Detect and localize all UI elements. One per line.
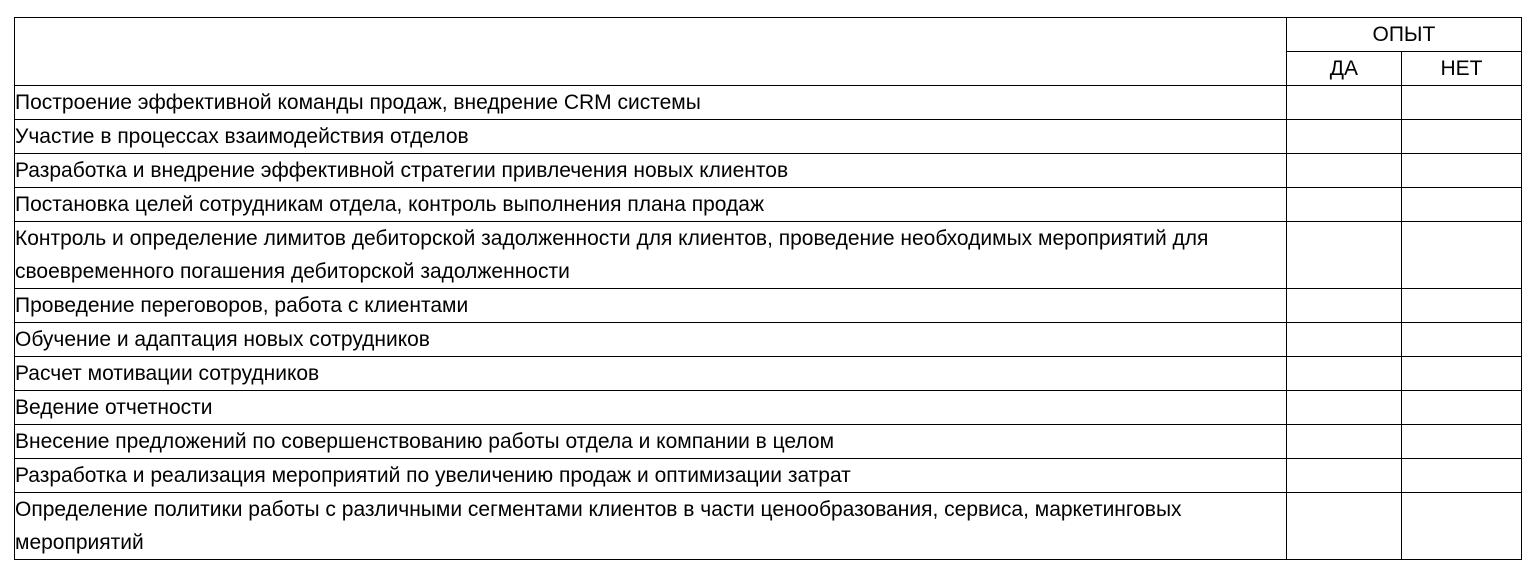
task-text: Постановка целей сотрудникам отдела, контроль выполнения плана продаж [15, 188, 1287, 222]
yes-cell[interactable] [1286, 188, 1401, 222]
no-cell[interactable] [1401, 289, 1521, 323]
task-text: Участие в процессах взаимодействия отделов [15, 120, 1287, 154]
yes-cell[interactable] [1286, 323, 1401, 357]
table-row [15, 357, 1522, 391]
yes-cell[interactable] [1286, 154, 1401, 188]
no-cell[interactable] [1401, 222, 1521, 289]
table-row [15, 289, 1522, 323]
yes-cell[interactable] [1286, 222, 1401, 289]
no-cell[interactable] [1401, 459, 1521, 493]
no-cell[interactable] [1401, 323, 1521, 357]
table-row [15, 323, 1522, 357]
header-blank-cell [15, 18, 1287, 86]
table-row [15, 222, 1522, 289]
yes-cell[interactable] [1286, 459, 1401, 493]
no-cell[interactable] [1401, 86, 1521, 120]
yes-cell[interactable] [1286, 425, 1401, 459]
task-text: Расчет мотивации сотрудников [15, 357, 1287, 391]
task-text: Разработка и внедрение эффективной стратегии привлечения новых клиентов [15, 154, 1287, 188]
task-text: Проведение переговоров, работа с клиентами [15, 289, 1287, 323]
yes-cell[interactable] [1286, 391, 1401, 425]
no-cell[interactable] [1401, 357, 1521, 391]
task-text: Обучение и адаптация новых сотрудников [15, 323, 1287, 357]
experience-table [14, 17, 1522, 560]
no-cell[interactable] [1401, 154, 1521, 188]
yes-cell[interactable] [1286, 357, 1401, 391]
table-row [15, 425, 1522, 459]
table-row [15, 391, 1522, 425]
header-row-group [15, 18, 1522, 52]
no-cell[interactable] [1401, 425, 1521, 459]
table-row [15, 154, 1522, 188]
yes-cell[interactable] [1286, 289, 1401, 323]
task-text: Внесение предложений по совершенствованию работы отдела и компании в целом [15, 425, 1287, 459]
no-cell[interactable] [1401, 120, 1521, 154]
yes-cell[interactable] [1286, 86, 1401, 120]
table-row [15, 86, 1522, 120]
task-text: Построение эффективной команды продаж, внедрение CRM системы [15, 86, 1287, 120]
table-row [15, 493, 1522, 560]
table-row [15, 459, 1522, 493]
yes-cell[interactable] [1286, 120, 1401, 154]
experience-header: ОПЫТ [1286, 18, 1521, 52]
task-text: Контроль и определение лимитов дебиторской задолженности для клиентов, проведение необходимых мероприятий для своевременного погашения дебиторской задолженности [15, 222, 1287, 289]
no-cell[interactable] [1401, 188, 1521, 222]
no-cell[interactable] [1401, 493, 1521, 560]
yes-cell[interactable] [1286, 493, 1401, 560]
no-header: НЕТ [1401, 52, 1521, 86]
task-text: Ведение отчетности [15, 391, 1287, 425]
task-text: Определение политики работы с различными сегментами клиентов в части ценообразования, сервиса, маркетинговых мероприятий [15, 493, 1287, 560]
table-row [15, 120, 1522, 154]
task-text: Разработка и реализация мероприятий по увеличению продаж и оптимизации затрат [15, 459, 1287, 493]
table-row [15, 188, 1522, 222]
no-cell[interactable] [1401, 391, 1521, 425]
yes-header: ДА [1286, 52, 1401, 86]
